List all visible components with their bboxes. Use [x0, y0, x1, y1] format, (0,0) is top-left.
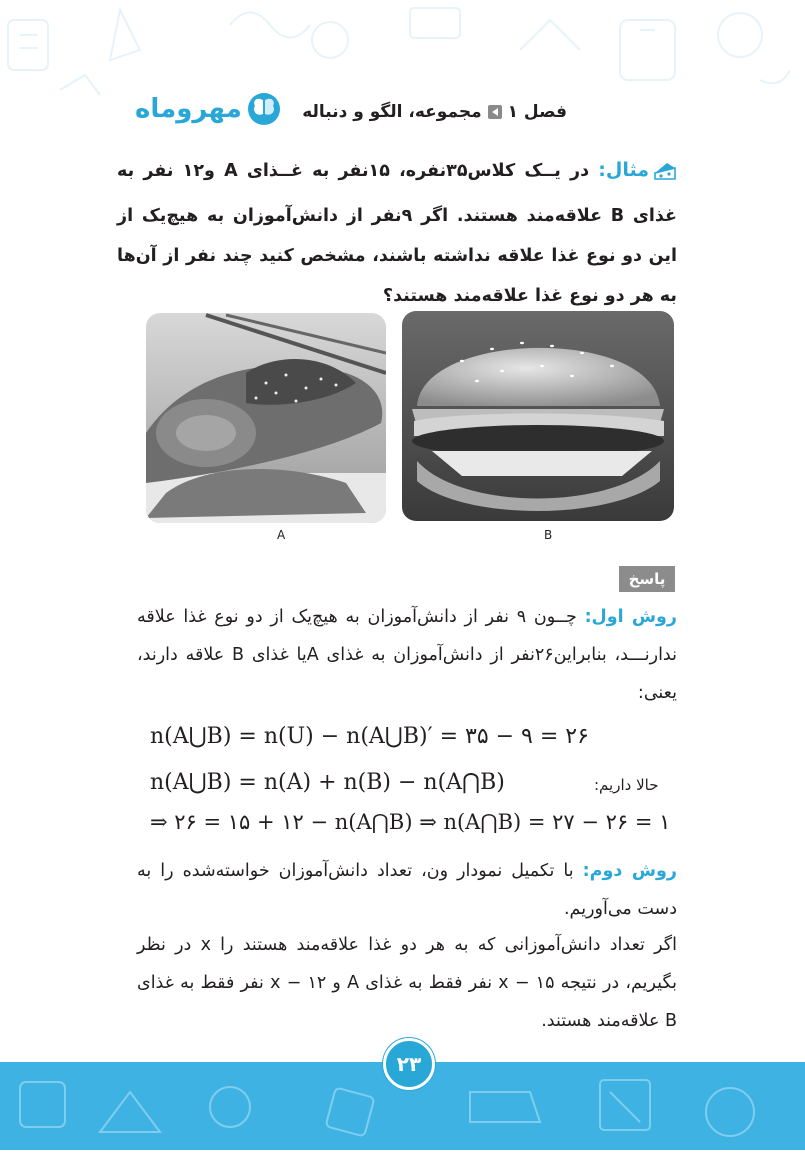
method2-label: روش دوم:: [582, 861, 677, 881]
example-problem: [117, 150, 677, 316]
method1-label: روش اول:: [584, 607, 677, 627]
food-b-caption: B: [544, 528, 553, 542]
brand-name: مهروماه: [135, 94, 242, 124]
method2-paragraph: [137, 852, 677, 928]
cheese-icon: [653, 156, 677, 196]
page-number: ۲۳: [383, 1038, 435, 1090]
equation-3: ⇒ ۲۶ = ۱۵ + ۱۲ − n(A⋂B) ⇒ n(A⋂B) = ۲۷ − ۲۶ = ۱: [150, 810, 671, 834]
answer-tag: پاسخ: [619, 566, 675, 592]
chapter-number: فصل ۱: [507, 102, 567, 122]
equation-1: n(A⋃B) = n(U) − n(A⋃B)′ = ۳۵ − ۹ = ۲۶: [150, 724, 589, 749]
equation-note: حالا داریم:: [594, 776, 659, 794]
chapter-heading: [302, 102, 567, 122]
food-a-photo: [146, 313, 386, 523]
method1-paragraph: [137, 598, 677, 712]
chapter-title: مجموعه، الگو و دنباله: [302, 102, 482, 122]
food-b-photo: [402, 311, 674, 521]
chapter-arrow-icon: [488, 105, 502, 119]
example-label: مثال:: [598, 159, 649, 181]
example-text: در یــک کلاس۳۵نفره، ۱۵نفر به غــذای A و۱۲ نفر به غذای B علاقه‌مند هستند. اگر ۹نفر از دانش‌آموزان به هیچ‌یک از این دو نوع غذا علاقه نداشته باشند، مشخص کنید چند نفر از آن‌ها به هر دو نوع غذا علاقه‌مند هستند؟: [117, 161, 677, 306]
page-header: [0, 88, 805, 138]
method2-continued: [137, 926, 677, 1040]
butterfly-icon: [246, 92, 282, 126]
brand-logo: [135, 92, 282, 126]
food-a-caption: A: [277, 528, 286, 542]
equation-2: n(A⋃B) = n(A) + n(B) − n(A⋂B): [150, 770, 505, 795]
method1-text: چــون ۹ نفر از دانش‌آموزان به هیچ‌یک از دو نوع غذا علاقه ندارنـــد، بنابراین۲۶نفر از دانش‌آموزان به غذای Aیا غذای B علاقه دارند، یعنی:: [137, 607, 677, 703]
method2-continued-text: اگر تعداد دانش‌آموزانی که به هر دو غذا علاقه‌مند هستند را x در نظر بگیریم، در نتیجه ۱۵ − x نفر فقط به غذای A و ۱۲ − x نفر فقط به غذای B علاقه‌مند هستند.: [137, 935, 678, 1031]
method2-text: با تکمیل نمودار ون، تعداد دانش‌آموزان خواسته‌شده را به دست می‌آوریم.: [137, 861, 677, 919]
